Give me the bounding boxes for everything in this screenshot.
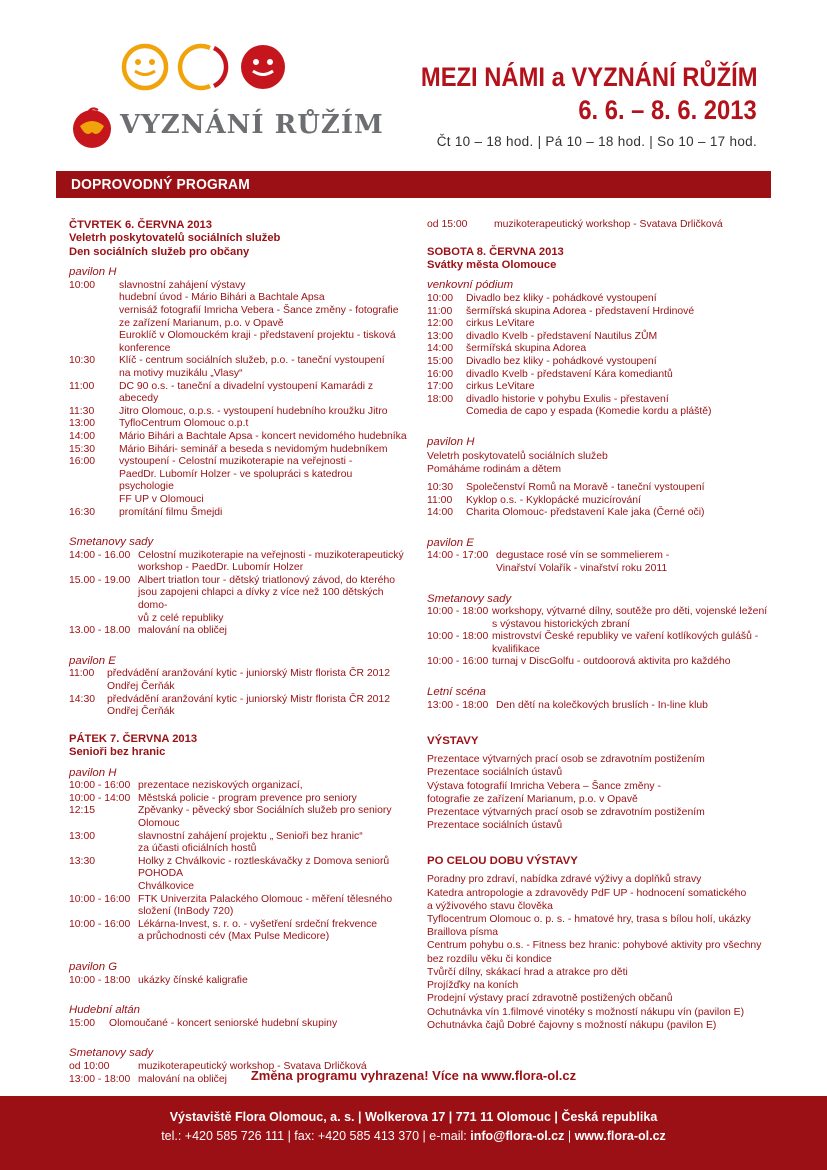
schedule-text: TyfloCentrum Olomouc o.p.t bbox=[119, 418, 249, 430]
schedule-time bbox=[69, 706, 107, 719]
schedule-time: 14:00 - 17:00 bbox=[427, 550, 489, 562]
schedule-time bbox=[69, 906, 138, 919]
list-item: Prezentace sociálních ústavů bbox=[427, 767, 563, 779]
schedule-row bbox=[69, 625, 409, 638]
schedule-time: 11:30 bbox=[69, 405, 95, 417]
schedule-row bbox=[69, 805, 409, 830]
schedule-row bbox=[69, 856, 409, 881]
schedule-row bbox=[427, 563, 772, 576]
program-header-bar bbox=[56, 171, 771, 198]
schedule-row bbox=[69, 793, 409, 806]
schedule-row bbox=[69, 406, 409, 419]
schedule-text: hudební úvod - Mário Bihári a Bachtale Apsa bbox=[119, 292, 325, 304]
schedule-text: cirkus LeVitare bbox=[466, 318, 535, 330]
schedule-text: Vinařství Volařík - vinařství roku 2011 bbox=[496, 562, 668, 574]
schedule-text: Ondřej Čerňák bbox=[107, 706, 175, 718]
schedule-time bbox=[69, 343, 119, 356]
event-title: MEZI NÁMI a VYZNÁNÍ RŮŽÍM bbox=[420, 62, 757, 92]
list-item: Projížďky na koních bbox=[427, 980, 519, 992]
schedule-time: 14:00 bbox=[69, 430, 96, 442]
schedule-row bbox=[427, 619, 772, 632]
schedule-row bbox=[427, 293, 772, 306]
schedule-row bbox=[69, 919, 409, 932]
venue-label: venkovní pódium bbox=[427, 279, 514, 292]
schedule-row bbox=[69, 931, 409, 944]
list-item: Ochutnávka vín 1.filmové vinotéky s možností nákupu vín (pavilon E) bbox=[427, 1006, 745, 1018]
schedule-time: 12:00 bbox=[427, 318, 454, 330]
schedule-text: na motivy muzikálu „Vlasy“ bbox=[119, 367, 243, 379]
schedule-text: vernisáž fotografií Imricha Vebera - Šance změny - fotografie bbox=[119, 305, 399, 316]
schedule-row bbox=[69, 550, 409, 563]
schedule-text: muzikoterapeutický workshop - Svatava Drličková bbox=[138, 1060, 367, 1072]
schedule-time: od 15:00 bbox=[427, 219, 468, 230]
schedule-text: za účasti oficiálních hostů bbox=[138, 843, 257, 855]
schedule-row bbox=[69, 292, 409, 305]
footer-email-link[interactable]: info@flora-ol.cz bbox=[470, 1129, 565, 1143]
day-title: ČTVRTEK 6. ČERVNA 2013 bbox=[69, 219, 212, 231]
program-title: DOPROVODNÝ PROGRAM bbox=[71, 176, 250, 193]
schedule-row bbox=[427, 394, 772, 407]
list-item: Prezentace výtvarných prací osob se zdravotním postižením bbox=[427, 807, 705, 819]
schedule-text: workshopy, výtvarné dílny, soutěže pro děti, vojenské ležení bbox=[492, 606, 768, 618]
schedule-row bbox=[427, 369, 772, 382]
list-item: Katedra antropologie a zdravovědy PdF UP - hodnocení somatického bbox=[427, 887, 747, 899]
schedule-row bbox=[69, 305, 409, 318]
schedule-text: divadlo Kvelb - představení Nautilus ZŮM bbox=[466, 330, 658, 342]
schedule-text: Olomoučané - koncert seniorské hudební skupiny bbox=[109, 1017, 338, 1029]
schedule-text: Společenství Romů na Moravě - taneční vystoupení bbox=[466, 481, 705, 493]
footer-contacts bbox=[0, 1129, 827, 1143]
schedule-text: PaedDr. Lubomír Holzer - ve spolupráci s katedrou psychologie bbox=[119, 468, 353, 493]
venue-label: Smetanovy sady bbox=[69, 536, 154, 549]
schedule-time: 11:00 bbox=[427, 494, 453, 506]
schedule-text: Den dětí na kolečkových bruslích - In-line klub bbox=[496, 699, 708, 711]
schedule-time: 10:00 - 18:00 bbox=[69, 974, 131, 986]
schedule-text: šermířská skupina Adorea - představení Hrdinové bbox=[466, 305, 695, 317]
schedule-row bbox=[69, 318, 409, 331]
schedule-text: turnaj v DiscGolfu - outdoorová aktivita pro každého bbox=[492, 656, 731, 668]
schedule-row bbox=[69, 1018, 409, 1031]
schedule-text: složení (InBody 720) bbox=[138, 906, 234, 918]
footer-address: Výstaviště Flora Olomouc, a. s. | Wolkerova 17 | 771 11 Olomouc | Česká republika bbox=[169, 1110, 658, 1124]
schedule-row bbox=[427, 656, 772, 669]
day-title: SOBOTA 8. ČERVNA 2013 bbox=[427, 245, 564, 258]
schedule-row bbox=[427, 495, 772, 508]
schedule-text: ukázky čínské kaligrafie bbox=[138, 974, 248, 986]
schedule-time bbox=[69, 881, 138, 894]
schedule-time bbox=[69, 681, 107, 694]
right-column bbox=[427, 219, 772, 1032]
schedule-row bbox=[69, 507, 409, 520]
schedule-time: 13:00 bbox=[69, 830, 96, 842]
schedule-time: 11:00 bbox=[69, 668, 95, 680]
schedule-row bbox=[69, 831, 409, 844]
list-item: Braillova písma bbox=[427, 927, 499, 939]
schedule-text: cirkus LeVitare bbox=[466, 381, 535, 393]
schedule-text: divadlo Kvelb - představení Kára komediantů bbox=[466, 368, 673, 380]
schedule-list bbox=[69, 668, 409, 718]
schedule-text: Divadlo bez kliky - pohádkové vystoupení bbox=[466, 293, 657, 304]
schedule-time: 10:00 - 16:00 bbox=[69, 918, 131, 930]
schedule-row bbox=[69, 575, 409, 588]
schedule-time: 14:30 bbox=[69, 693, 96, 705]
schedule-time: 10:00 - 16:00 bbox=[69, 780, 131, 792]
schedule-text: Celostní muzikoterapie na veřejnosti - muzikoterapeutický bbox=[138, 549, 404, 561]
schedule-text: DC 90 o.s. - taneční a divadelní vystoupení Kamarádi z abecedy bbox=[119, 380, 374, 405]
schedule-text: Zpěvanky - pěvecký sbor Sociálních služeb pro seniory Olomouc bbox=[138, 805, 392, 829]
schedule-time: 13:00 - 18:00 bbox=[427, 699, 489, 711]
schedule-time bbox=[427, 619, 492, 632]
schedule-time: 10:00 - 16:00 bbox=[427, 656, 489, 668]
list-item: Výstava fotografií Imricha Vebera – Šance změny - bbox=[427, 780, 661, 792]
list-item: Poradny pro zdraví, nabídka zdravé výživy a doplňků stravy bbox=[427, 874, 702, 886]
schedule-list bbox=[69, 1018, 409, 1031]
schedule-row bbox=[427, 550, 772, 563]
event-dates: 6. 6. – 8. 6. 2013 bbox=[578, 95, 757, 125]
schedule-text: slavnostní zahájení projektu „ Senioři bez hranic“ bbox=[138, 830, 363, 842]
schedule-row bbox=[69, 894, 409, 907]
schedule-text: Městská policie - program prevence pro seniory bbox=[138, 792, 357, 804]
schedule-row bbox=[69, 668, 409, 681]
schedule-row bbox=[69, 562, 409, 575]
schedule-row bbox=[69, 444, 409, 457]
venue-label: pavilon E bbox=[427, 536, 474, 549]
footer-separator: | bbox=[564, 1129, 575, 1143]
schedule-row bbox=[427, 343, 772, 356]
schedule-text: muzikoterapeutický workshop - Svatava Drličková bbox=[494, 219, 723, 230]
list-item: a výživového stavu člověka bbox=[427, 900, 553, 912]
schedule-time: 13:00 bbox=[427, 330, 454, 342]
schedule-row bbox=[69, 681, 409, 694]
schedule-row bbox=[69, 431, 409, 444]
schedule-time bbox=[69, 330, 119, 343]
venue-label: pavilon H bbox=[69, 766, 117, 779]
schedule-text: šermířská skupina Adorea bbox=[466, 343, 587, 355]
schedule-text: a průchodnosti cév (Max Pulse Medicore) bbox=[138, 931, 330, 943]
schedule-text: workshop - PaedDr. Lubomír Holzer bbox=[138, 562, 304, 574]
schedule-text: vystoupení - Celostní muzikoterapie na veřejnosti - bbox=[119, 456, 353, 468]
schedule-row bbox=[69, 330, 409, 343]
day-subtitle: Veletrh poskytovatelů sociálních služeb bbox=[69, 232, 281, 245]
schedule-time: 11:00 bbox=[69, 380, 95, 392]
all-time-list bbox=[427, 873, 772, 1031]
schedule-list bbox=[69, 550, 409, 638]
schedule-text: Mário Bihári a Bachtale Apsa - koncert nevidomého hudebníka bbox=[119, 430, 407, 442]
schedule-list bbox=[427, 700, 772, 713]
left-column bbox=[69, 219, 409, 1086]
venue-label: pavilon H bbox=[427, 435, 475, 448]
schedule-row bbox=[427, 406, 772, 419]
schedule-time: 10:00 - 18:00 bbox=[427, 631, 489, 643]
schedule-time bbox=[69, 931, 138, 944]
schedule-text: malování na obličej bbox=[138, 625, 227, 637]
schedule-row bbox=[69, 780, 409, 793]
schedule-row bbox=[427, 482, 772, 495]
schedule-text: prezentace neziskových organizací, bbox=[138, 780, 303, 792]
schedule-text: Jitro Olomouc, o.p.s. - vystoupení hudebního kroužku Jitro bbox=[119, 405, 388, 417]
schedule-list bbox=[427, 482, 772, 520]
list-item: Ochutnávka čajů Dobré čajovny s možností nákupu (pavilon E) bbox=[427, 1019, 717, 1031]
schedule-row bbox=[69, 355, 409, 368]
schedule-time: 10:00 - 16:00 bbox=[69, 893, 131, 905]
schedule-time: 15:30 bbox=[69, 443, 96, 455]
schedule-time: 13:30 bbox=[69, 855, 96, 867]
list-item: Prodejní výstavy prací zdravotně postižených občanů bbox=[427, 993, 673, 1005]
schedule-text: promítání filmu Šmejdi bbox=[119, 506, 223, 518]
list-item: fotografie ze zařízení Marianum, p.o. v Opavě bbox=[427, 793, 638, 805]
schedule-time bbox=[427, 644, 492, 657]
schedule-text: degustace rosé vín se sommelierem - bbox=[496, 550, 670, 562]
schedule-time: 16:30 bbox=[69, 506, 96, 518]
schedule-list bbox=[69, 975, 409, 988]
section-title: VÝSTAVY bbox=[427, 735, 479, 748]
schedule-row bbox=[427, 318, 772, 331]
schedule-text: Comedia de capo y espada (Komedie kordu a pláště) bbox=[466, 406, 712, 418]
schedule-row bbox=[69, 456, 409, 469]
venue-label: Letní scéna bbox=[427, 686, 486, 699]
schedule-time bbox=[69, 292, 119, 305]
schedule-text: Euroklíč v Olomouckém kraji - představení projektu - tisková bbox=[119, 330, 396, 342]
exhibitions-list bbox=[427, 753, 772, 832]
venue-label: pavilon G bbox=[69, 960, 118, 973]
section-title: PO CELOU DOBU VÝSTAVY bbox=[427, 855, 578, 868]
schedule-time: 13:00 - 18:00 bbox=[69, 1073, 131, 1085]
schedule-row bbox=[427, 381, 772, 394]
schedule-time: 14:00 bbox=[427, 343, 454, 355]
schedule-time: od 10:00 bbox=[69, 1060, 110, 1072]
venue-label: Smetanovy sady bbox=[427, 592, 512, 605]
schedule-row bbox=[427, 306, 772, 319]
schedule-row bbox=[427, 219, 772, 232]
schedule-time: 16:00 bbox=[427, 368, 454, 380]
schedule-row bbox=[69, 280, 409, 293]
schedule-row bbox=[69, 343, 409, 356]
schedule-time bbox=[69, 469, 119, 494]
schedule-row bbox=[69, 494, 409, 507]
schedule-time bbox=[69, 305, 119, 318]
schedule-time bbox=[427, 406, 466, 419]
schedule-row bbox=[69, 694, 409, 707]
schedule-text: Mário Bihári- seminář a beseda s nevidomým hudebníkem bbox=[119, 443, 388, 455]
schedule-time: 14:00 - 16.00 bbox=[69, 549, 131, 561]
schedule-text: slavnostní zahájení výstavy bbox=[119, 279, 246, 291]
schedule-text: Charita Olomouc- představení Kale jaka (Černé oči) bbox=[466, 507, 705, 519]
venue-label: pavilon H bbox=[69, 266, 117, 279]
brand-name: VYZNÁNÍ RŮŽÍM bbox=[120, 110, 384, 140]
schedule-row bbox=[427, 356, 772, 369]
schedule-row bbox=[69, 418, 409, 431]
schedule-time: 11:00 bbox=[427, 305, 453, 317]
list-item: Prezentace výtvarných prací osob se zdravotním postižením bbox=[427, 754, 705, 766]
logo-faces-icon bbox=[118, 40, 288, 94]
schedule-row bbox=[427, 331, 772, 344]
schedule-text: předvádění aranžování kytic - juniorský Mistr florista ČR 2012 bbox=[107, 693, 390, 705]
schedule-time bbox=[69, 843, 138, 856]
schedule-time: 16:00 bbox=[69, 456, 96, 468]
schedule-list bbox=[69, 280, 409, 519]
schedule-text: divadlo historie v pohybu Exulis - přestavení bbox=[466, 393, 669, 405]
opening-hours: Čt 10 – 18 hod. | Pá 10 – 18 hod. | So 10 – 17 hod. bbox=[436, 134, 757, 149]
schedule-time: 10:00 - 18:00 bbox=[427, 606, 489, 618]
schedule-time: 10:30 bbox=[427, 481, 454, 493]
day-subtitle: Svátky města Olomouce bbox=[427, 259, 557, 271]
schedule-row bbox=[69, 613, 409, 626]
schedule-time: 10:30 bbox=[69, 355, 96, 367]
schedule-row bbox=[427, 700, 772, 713]
schedule-row bbox=[69, 381, 409, 406]
schedule-time bbox=[69, 562, 138, 575]
schedule-text: malování na obličej bbox=[138, 1073, 227, 1085]
schedule-row bbox=[69, 469, 409, 494]
schedule-text: Kyklop o.s. - Kyklopácké muzicírování bbox=[466, 494, 641, 506]
schedule-time: 14:00 bbox=[427, 507, 454, 519]
schedule-row bbox=[69, 368, 409, 381]
schedule-time bbox=[69, 494, 119, 507]
schedule-row bbox=[427, 507, 772, 520]
schedule-text: kvalifikace bbox=[492, 643, 540, 655]
day-subtitle: Den sociálních služeb pro občany bbox=[69, 245, 250, 258]
schedule-text: FF UP v Olomouci bbox=[119, 493, 204, 505]
schedule-time: 10:00 bbox=[69, 279, 96, 291]
schedule-list bbox=[69, 780, 409, 944]
schedule-text: Ondřej Čerňák bbox=[107, 681, 175, 693]
venue-label: Smetanovy sady bbox=[69, 1047, 154, 1060]
schedule-time bbox=[69, 368, 119, 381]
day-subtitle: Senioři bez hranic bbox=[69, 746, 166, 759]
schedule-text: s výstavou historických zbraní bbox=[492, 618, 631, 630]
list-item: bez rozdílu věku či kondice bbox=[427, 953, 552, 965]
schedule-time: 12:15 bbox=[69, 805, 96, 817]
schedule-text: jsou zapojeni chlapci a dívky z více než 100 dětských domo- bbox=[138, 587, 384, 612]
schedule-time: 15:00 bbox=[427, 355, 454, 367]
venue-intro: Veletrh poskytovatelů sociálních služeb bbox=[427, 450, 608, 462]
schedule-time: 17:00 bbox=[427, 381, 454, 393]
schedule-time bbox=[69, 587, 138, 612]
rose-emblem-icon bbox=[68, 104, 116, 150]
schedule-time: 18:00 bbox=[427, 393, 454, 405]
schedule-text: mistrovství České republiky ve vaření kotlíkových gulášů - bbox=[492, 631, 759, 643]
list-item: Prezentace sociálních ústavů bbox=[427, 820, 563, 832]
schedule-row bbox=[427, 606, 772, 619]
schedule-time: 15.00 - 19.00 bbox=[69, 574, 131, 586]
schedule-time: 13:00 bbox=[69, 418, 96, 430]
schedule-time: 10:00 - 14:00 bbox=[69, 792, 131, 804]
schedule-text: Klíč - centrum sociálních služeb, p.o. - taneční vystoupení bbox=[119, 355, 385, 367]
schedule-text: konference bbox=[119, 342, 171, 354]
schedule-row bbox=[69, 843, 409, 856]
schedule-row bbox=[69, 975, 409, 988]
schedule-row bbox=[69, 706, 409, 719]
schedule-text: Holky z Chválkovic - roztleskávačky z Domova seniorů POHODA bbox=[138, 855, 390, 880]
schedule-text: Divadlo bez kliky - pohádkové vystoupení bbox=[466, 355, 657, 367]
schedule-text: předvádění aranžování kytic - juniorský Mistr florista ČR 2012 bbox=[107, 668, 390, 680]
schedule-list bbox=[427, 293, 772, 419]
day-title: PÁTEK 7. ČERVNA 2013 bbox=[69, 732, 198, 745]
schedule-time bbox=[69, 613, 138, 626]
schedule-row bbox=[69, 881, 409, 894]
schedule-text: ze zařízení Marianum, p.o. v Opavě bbox=[119, 317, 284, 329]
list-item: Tvůrčí dílny, skákací hrad a atrakce pro děti bbox=[427, 966, 628, 978]
venue-label: Hudební altán bbox=[69, 1004, 140, 1017]
schedule-row bbox=[427, 631, 772, 644]
schedule-time: 13.00 - 18.00 bbox=[69, 625, 131, 637]
footer-phone-fax: tel.: +420 585 726 111 | fax: +420 585 413 370 | e-mail: bbox=[161, 1129, 471, 1143]
schedule-text: FTK Univerzita Palackého Olomouc - měření tělesného bbox=[138, 893, 393, 905]
schedule-row bbox=[427, 644, 772, 657]
list-item: Tyflocentrum Olomouc o. p. s. - hmatové hry, trasa s bílou holí, ukázky bbox=[427, 914, 751, 926]
schedule-time bbox=[69, 318, 119, 331]
list-item: Centrum pohybu o.s. - Fitness bez hranic: pohybové aktivity pro všechny bbox=[427, 940, 762, 952]
schedule-text: Lékárna-Invest, s. r. o. - vyšetření srdeční frekvence bbox=[138, 918, 378, 930]
venue-intro: Pomáháme rodinám a dětem bbox=[427, 463, 561, 475]
schedule-list bbox=[427, 606, 772, 669]
schedule-row bbox=[69, 587, 409, 612]
brand-logo bbox=[68, 104, 384, 150]
footer-web-link[interactable]: www.flora-ol.cz bbox=[574, 1129, 666, 1143]
schedule-time bbox=[427, 563, 496, 576]
schedule-time: 15:00 bbox=[69, 1017, 96, 1029]
schedule-row bbox=[69, 906, 409, 919]
schedule-text: vů z celé republiky bbox=[138, 612, 224, 624]
schedule-time: 10:00 bbox=[427, 293, 454, 304]
footer-note: Změna programu vyhrazena! Více na www.flora-ol.cz bbox=[250, 1068, 577, 1083]
schedule-text: Chválkovice bbox=[138, 880, 195, 892]
venue-label: pavilon E bbox=[69, 654, 116, 667]
schedule-text: Albert triatlon tour - dětský triatlonový závod, do kterého bbox=[138, 574, 396, 586]
schedule-list bbox=[427, 550, 772, 575]
